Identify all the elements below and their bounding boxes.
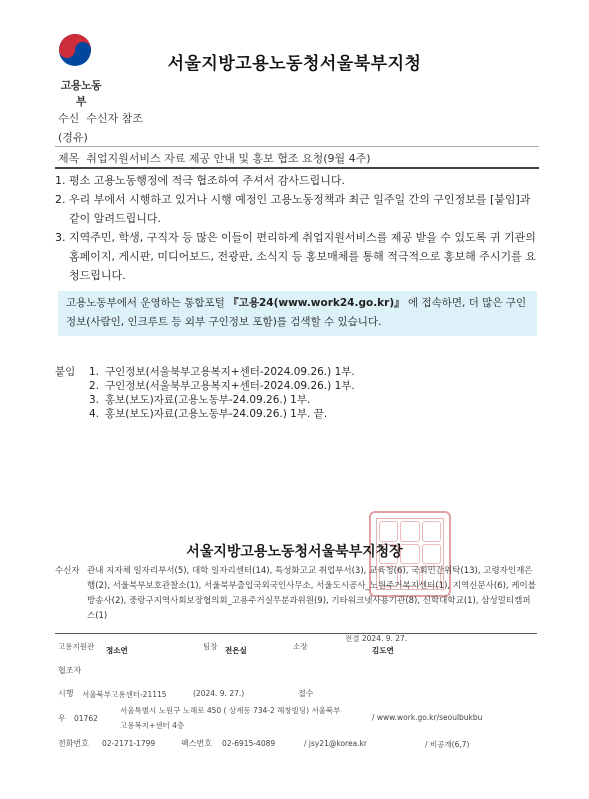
body-paragraphs (55, 171, 539, 285)
recipients-label: 수신자 (55, 566, 80, 576)
enforcement-number: 서울북부고용센터-21115 (82, 690, 167, 699)
team-role: 팀장 (203, 642, 218, 651)
header-divider (55, 146, 539, 147)
paragraph-3: 3. 지역주민, 학생, 구직자 등 많은 이들이 편리하게 취업지원서비스를 제공 받을 수 있도록 귀 기관의 홈페이지, 게시판, 미디어보드, 전광판, 소식지 등 홍보매체를 통해 적극적으로 홍보해 주시기를 요청드립니다. (55, 231, 536, 282)
attachment-item: 3. 홍보(보도)자료(고용노동부-24.09.26.) 1부. (89, 394, 311, 406)
attachment-item: 4. 홍보(보도)자료(고용노동부-24.09.26.) 1부. 끝. (89, 408, 328, 420)
fax-number: 02-6915-4089 (222, 739, 276, 748)
disclosure-status: / 비공개(6,7) (425, 740, 470, 749)
attachment-item: 2. 구인정보(서울북부고용복지+센터-2024.09.26.) 1부. (89, 380, 355, 392)
recipients-value: 관내 지자체 일자리부서(5), 대학 일자리센터(14), 특성화고교 취업부서(3), 교육청(6), 국회민간위탁(13), 고령자인재은행(2), 서울북부보호관찰소(1), 서울북부출입국외국인사무소, 서울도시공사_노원주거복지센터(1), 지역신문사(6), 케이블방송사(2), 중랑구지역사회보장협의회_고용주거실무분과위원(9), 기타워크넷사용기관(8), 신학대학교(1), 삼성멀티캠퍼스(1) (87, 566, 536, 621)
enforcement-label: 시행 (58, 689, 74, 698)
subject-row (58, 150, 371, 166)
phone-number: 02-2171-1799 (102, 739, 156, 748)
subject-divider (55, 167, 539, 169)
postal-label: 우 (58, 714, 66, 723)
recipient-row (58, 110, 143, 126)
phone-label: 전화번호 (58, 739, 89, 748)
subject-value: 취업지원서비스 자료 제공 안내 및 홍보 협조 요청(9월 4주) (86, 152, 371, 165)
recipients-list (55, 564, 537, 624)
postal-code: 01762 (74, 714, 98, 723)
attachments-label: 붙임 (55, 366, 76, 378)
paragraph-1: 1. 평소 고용노동행정에 적극 협조하여 주셔서 감사드립니다. (55, 174, 346, 187)
chief-name: 김도연 (372, 646, 394, 655)
agency-title: 서울지방고용노동청서울북부지청 (167, 54, 422, 74)
fax-label: 팩스번호 (181, 739, 212, 748)
logo-text: 고용노동부 (60, 79, 102, 108)
portal-notice-box: 고용노동부에서 운영하는 통합포털 『고용24(www.work24.go.kr)』 에 접속하면, 더 많은 구인정보(사람인, 인크루트 등 외부 구인정보 포함)를 검색할 수 있습니다. (58, 291, 537, 336)
sender-title: 서울지방고용노동청서울북부지청장 (186, 544, 403, 560)
address-line-2: 고용복지+센터 4층 (120, 721, 185, 730)
chief-role: 소장 (293, 642, 308, 651)
address-line-1: 서울특별시 노원구 노해로 450 ( 상계동 734-2 해창빌딩) 서울북부 (120, 706, 341, 715)
enforcement-date: (2024. 9. 27.) (193, 689, 245, 698)
email-link[interactable]: / jsy21@korea.kr (304, 739, 367, 748)
website-link[interactable]: / www.work.go.kr/seoulbukbu (372, 713, 483, 722)
attachments (55, 365, 355, 421)
portal-link-text: 『고용24(www.work24.go.kr)』 (228, 297, 405, 309)
footer-divider (55, 633, 537, 634)
final-approval-date: 전결 2024. 9. 27. (345, 634, 408, 643)
drafter-role: 고용지원관 (58, 642, 95, 651)
team-name: 전은실 (225, 646, 247, 655)
recipient-label: 수신 (58, 112, 80, 125)
recipient-value: 수신자 참조 (86, 112, 143, 125)
receipt-label: 접수 (298, 689, 314, 698)
via-row: (경유) (58, 131, 88, 144)
cooperator-label: 협조자 (58, 666, 82, 675)
subject-label: 제목 (58, 152, 80, 165)
drafter-name: 정소연 (106, 646, 128, 655)
paragraph-2: 2. 우리 부에서 시행하고 있거나 시행 예정인 고용노동정책과 최근 일주일 간의 구인정보를 [붙임]과 같이 알려드립니다. (55, 193, 531, 225)
attachment-item: 1. 구인정보(서울북부고용복지+센터-2024.09.26.) 1부. (89, 366, 355, 378)
